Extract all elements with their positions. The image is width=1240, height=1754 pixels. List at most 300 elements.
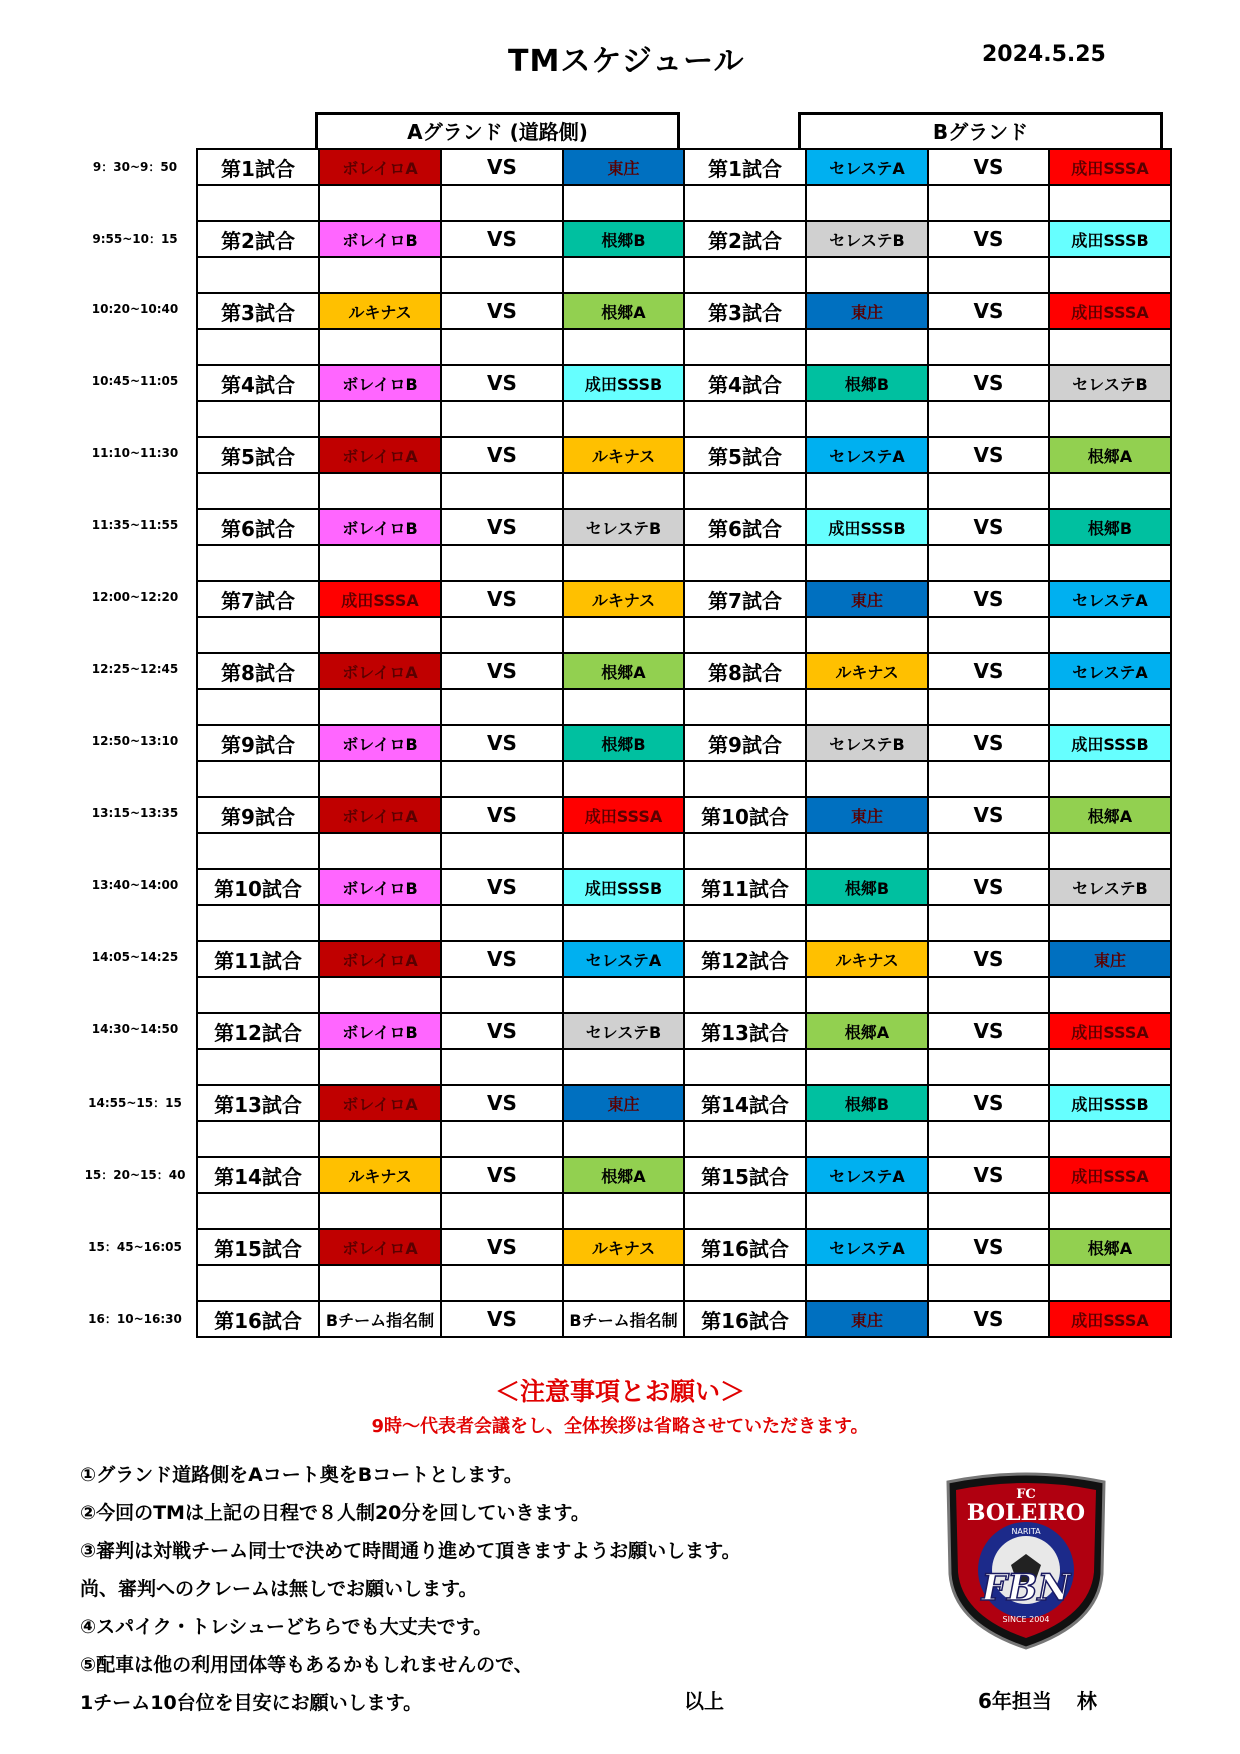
ground-b-away-team: 成田SSSA (1049, 149, 1171, 185)
ground-b-game-label: 第16試合 (684, 1301, 806, 1337)
ground-a-game-label: 第3試合 (197, 293, 319, 329)
club-logo (938, 1464, 1114, 1652)
ground-b-vs-label: VS (928, 869, 1049, 905)
match-row (197, 725, 1171, 761)
notice-item: 1チーム10台位を目安にお願いします。 (80, 1692, 423, 1714)
empty-cell (319, 905, 441, 941)
ground-b-home-team: セレステA (806, 1229, 928, 1265)
empty-cell (197, 1265, 319, 1301)
ground-b-vs-label: VS (928, 725, 1049, 761)
empty-cell (563, 977, 684, 1013)
empty-cell (441, 401, 563, 437)
empty-cell (806, 257, 928, 293)
match-row (197, 1013, 1171, 1049)
spacer-row (197, 257, 1171, 293)
ground-b-game-label: 第9試合 (684, 725, 806, 761)
ground-b-away-team: 成田SSSA (1049, 1301, 1171, 1337)
ground-a-game-label: 第15試合 (197, 1229, 319, 1265)
ground-b-vs-label: VS (928, 1301, 1049, 1337)
ground-a-away-team: ルキナス (563, 437, 684, 473)
time-slot-label: 9:55~10：15 (92, 232, 178, 246)
empty-cell (197, 1049, 319, 1085)
empty-cell (806, 617, 928, 653)
time-slot-label: 9：30~9：50 (92, 160, 178, 174)
empty-cell (1049, 473, 1171, 509)
ground-a-vs-label: VS (441, 653, 563, 689)
empty-cell (319, 1049, 441, 1085)
ground-b-away-team: セレステB (1049, 869, 1171, 905)
ground-a-away-team: 根郷B (563, 725, 684, 761)
ground-a-vs-label: VS (441, 1013, 563, 1049)
ground-b-vs-label: VS (928, 1085, 1049, 1121)
match-row (197, 1157, 1171, 1193)
ground-b-away-team: 成田SSSA (1049, 1157, 1171, 1193)
ground-a-home-team: ボレイロA (319, 653, 441, 689)
empty-cell (563, 1049, 684, 1085)
empty-cell (1049, 329, 1171, 365)
time-slot-label: 12:25~12:45 (91, 662, 179, 676)
ground-b-game-label: 第1試合 (684, 149, 806, 185)
ground-a-away-team: 東庄 (563, 149, 684, 185)
ground-b-away-team: セレステA (1049, 653, 1171, 689)
ground-b-away-team: 根郷B (1049, 509, 1171, 545)
ground-a-vs-label: VS (441, 437, 563, 473)
empty-cell (684, 185, 806, 221)
ground-a-away-team: 根郷A (563, 653, 684, 689)
empty-cell (684, 257, 806, 293)
empty-cell (1049, 833, 1171, 869)
empty-cell (197, 329, 319, 365)
empty-cell (684, 833, 806, 869)
ground-a-home-team: ボレイロB (319, 221, 441, 257)
spacer-row (197, 1049, 1171, 1085)
time-slot-label: 13:40~14:00 (91, 878, 179, 892)
ground-b-game-label: 第6試合 (684, 509, 806, 545)
ground-b-game-label: 第15試合 (684, 1157, 806, 1193)
time-slot-label: 15：20~15：40 (84, 1168, 186, 1182)
spacer-row (197, 473, 1171, 509)
match-row (197, 797, 1171, 833)
notice-title: ＜注意事項とお願い＞ (494, 1377, 745, 1406)
empty-cell (197, 905, 319, 941)
empty-cell (441, 1121, 563, 1157)
ground-b-away-team: 根郷A (1049, 1229, 1171, 1265)
notice-item: ③審判は対戦チーム同士で決めて時間通り進めて頂きますようお願いします。 (80, 1540, 741, 1562)
empty-cell (563, 473, 684, 509)
ground-b-away-team: 根郷A (1049, 437, 1171, 473)
empty-cell (928, 761, 1049, 797)
ground-b-game-label: 第2試合 (684, 221, 806, 257)
empty-cell (197, 617, 319, 653)
empty-cell (319, 185, 441, 221)
ground-a-away-team: 東庄 (563, 1085, 684, 1121)
empty-cell (441, 1265, 563, 1301)
logo-name: BOLEIRO (966, 1500, 1086, 1526)
match-row (197, 869, 1171, 905)
empty-cell (806, 1193, 928, 1229)
time-slot-label: 12:50~13:10 (91, 734, 179, 748)
ground-b-home-team: 東庄 (806, 797, 928, 833)
empty-cell (806, 689, 928, 725)
ground-b-home-team: 東庄 (806, 581, 928, 617)
ground-a-vs-label: VS (441, 149, 563, 185)
ground-b-vs-label: VS (928, 365, 1049, 401)
spacer-row (197, 329, 1171, 365)
empty-cell (806, 473, 928, 509)
match-row (197, 221, 1171, 257)
ground-a-vs-label: VS (441, 581, 563, 617)
ground-b-home-team: 根郷B (806, 1085, 928, 1121)
empty-cell (1049, 905, 1171, 941)
notice-item: ②今回のTMは上記の日程で８人制20分を回していきます。 (80, 1502, 590, 1524)
ground-b-away-team: 成田SSSB (1049, 725, 1171, 761)
ground-a-away-team: ルキナス (563, 1229, 684, 1265)
ground-b-away-team: セレステB (1049, 365, 1171, 401)
ground-a-home-team: ボレイロA (319, 1229, 441, 1265)
empty-cell (928, 473, 1049, 509)
ground-a-home-team: ボレイロA (319, 437, 441, 473)
empty-cell (928, 977, 1049, 1013)
ground-a-away-team: セレステA (563, 941, 684, 977)
ground-b-vs-label: VS (928, 437, 1049, 473)
empty-cell (563, 761, 684, 797)
empty-cell (441, 185, 563, 221)
empty-cell (684, 617, 806, 653)
empty-cell (563, 833, 684, 869)
ground-b-home-team: 成田SSSB (806, 509, 928, 545)
ground-a-away-team: セレステB (563, 1013, 684, 1049)
match-row (197, 1229, 1171, 1265)
empty-cell (684, 1265, 806, 1301)
empty-cell (806, 329, 928, 365)
empty-cell (684, 761, 806, 797)
ground-a-home-team: ボレイロB (319, 365, 441, 401)
empty-cell (197, 257, 319, 293)
empty-cell (319, 1265, 441, 1301)
ground-a-vs-label: VS (441, 365, 563, 401)
ground-a-game-label: 第4試合 (197, 365, 319, 401)
empty-cell (441, 329, 563, 365)
empty-cell (928, 185, 1049, 221)
match-row (197, 293, 1171, 329)
empty-cell (441, 905, 563, 941)
match-row (197, 653, 1171, 689)
ground-a-vs-label: VS (441, 1301, 563, 1337)
time-slot-label: 14:55~15：15 (88, 1096, 182, 1110)
empty-cell (1049, 689, 1171, 725)
empty-cell (684, 401, 806, 437)
match-row (197, 365, 1171, 401)
empty-cell (563, 1121, 684, 1157)
empty-cell (684, 689, 806, 725)
spacer-row (197, 833, 1171, 869)
ground-a-vs-label: VS (441, 797, 563, 833)
spacer-row (197, 689, 1171, 725)
ground-a-vs-label: VS (441, 293, 563, 329)
ground-a-game-label: 第14試合 (197, 1157, 319, 1193)
ground-b-vs-label: VS (928, 221, 1049, 257)
ground-a-away-team: 成田SSSA (563, 797, 684, 833)
empty-cell (441, 617, 563, 653)
ground-b-home-team: セレステB (806, 221, 928, 257)
ground-b-vs-label: VS (928, 149, 1049, 185)
spacer-row (197, 905, 1171, 941)
empty-cell (441, 1193, 563, 1229)
empty-cell (684, 329, 806, 365)
ground-a-vs-label: VS (441, 725, 563, 761)
empty-cell (441, 473, 563, 509)
empty-cell (319, 329, 441, 365)
notice-item: 尚、審判へのクレームは無しでお願いします。 (80, 1578, 478, 1600)
empty-cell (197, 1121, 319, 1157)
ground-a-vs-label: VS (441, 1229, 563, 1265)
empty-cell (441, 545, 563, 581)
ground-a-game-label: 第8試合 (197, 653, 319, 689)
match-row (197, 509, 1171, 545)
ground-a-home-team: ボレイロB (319, 1013, 441, 1049)
empty-cell (197, 761, 319, 797)
empty-cell (684, 977, 806, 1013)
ground-b-away-team: 東庄 (1049, 941, 1171, 977)
ground-b-home-team: セレステA (806, 1157, 928, 1193)
spacer-row (197, 977, 1171, 1013)
match-row (197, 581, 1171, 617)
ground-a-game-label: 第9試合 (197, 725, 319, 761)
empty-cell (806, 545, 928, 581)
ground-b-home-team: 根郷B (806, 365, 928, 401)
empty-cell (1049, 1265, 1171, 1301)
ground-b-home-team: 根郷B (806, 869, 928, 905)
empty-cell (319, 833, 441, 869)
ground-a-game-label: 第10試合 (197, 869, 319, 905)
ground-a-away-team: 根郷B (563, 221, 684, 257)
ground-b-game-label: 第10試合 (684, 797, 806, 833)
ground-b-header: Bグランド (798, 112, 1163, 148)
ground-b-game-label: 第4試合 (684, 365, 806, 401)
time-slot-label: 11:10~11:30 (91, 446, 179, 460)
spacer-row (197, 1121, 1171, 1157)
ground-b-vs-label: VS (928, 653, 1049, 689)
ground-a-away-team: Bチーム指名制 (563, 1301, 684, 1337)
empty-cell (319, 689, 441, 725)
spacer-row (197, 185, 1171, 221)
ground-a-game-label: 第12試合 (197, 1013, 319, 1049)
empty-cell (197, 689, 319, 725)
empty-cell (806, 833, 928, 869)
ground-b-vs-label: VS (928, 1157, 1049, 1193)
empty-cell (319, 617, 441, 653)
ground-b-vs-label: VS (928, 581, 1049, 617)
ground-a-game-label: 第2試合 (197, 221, 319, 257)
closing-text: 以上 (684, 1689, 724, 1713)
empty-cell (1049, 761, 1171, 797)
logo-city: NARITA (1011, 1527, 1041, 1536)
empty-cell (1049, 401, 1171, 437)
time-slot-label: 14:05~14:25 (91, 950, 179, 964)
ground-b-home-team: セレステA (806, 437, 928, 473)
ground-b-vs-label: VS (928, 509, 1049, 545)
empty-cell (928, 833, 1049, 869)
empty-cell (563, 1265, 684, 1301)
match-row (197, 941, 1171, 977)
empty-cell (197, 185, 319, 221)
empty-cell (928, 545, 1049, 581)
ground-b-home-team: セレステB (806, 725, 928, 761)
empty-cell (197, 401, 319, 437)
time-slot-label: 16：10~16:30 (88, 1312, 182, 1326)
ground-a-game-label: 第16試合 (197, 1301, 319, 1337)
ground-b-game-label: 第11試合 (684, 869, 806, 905)
spacer-row (197, 617, 1171, 653)
empty-cell (197, 977, 319, 1013)
ground-b-home-team: ルキナス (806, 653, 928, 689)
empty-cell (441, 257, 563, 293)
ground-b-vs-label: VS (928, 293, 1049, 329)
empty-cell (319, 1121, 441, 1157)
empty-cell (1049, 257, 1171, 293)
empty-cell (197, 1193, 319, 1229)
empty-cell (928, 329, 1049, 365)
ground-a-vs-label: VS (441, 1085, 563, 1121)
ground-a-header: Aグランド (道路側) (315, 112, 680, 148)
schedule-table (196, 148, 1172, 1338)
empty-cell (563, 257, 684, 293)
empty-cell (1049, 1121, 1171, 1157)
ground-b-vs-label: VS (928, 941, 1049, 977)
ground-b-away-team: 成田SSSA (1049, 293, 1171, 329)
ground-a-away-team: 成田SSSB (563, 365, 684, 401)
empty-cell (806, 1121, 928, 1157)
ground-b-game-label: 第16試合 (684, 1229, 806, 1265)
logo-since: SINCE 2004 (1002, 1615, 1050, 1624)
ground-a-game-label: 第13試合 (197, 1085, 319, 1121)
ground-a-home-team: ボレイロB (319, 509, 441, 545)
empty-cell (1049, 1193, 1171, 1229)
notice-item: ⑤配車は他の利用団体等もあるかもしれませんので、 (80, 1654, 533, 1676)
empty-cell (684, 473, 806, 509)
ground-b-vs-label: VS (928, 1013, 1049, 1049)
empty-cell (806, 977, 928, 1013)
empty-cell (806, 185, 928, 221)
schedule-date: 2024.5.25 (982, 42, 1106, 67)
empty-cell (563, 617, 684, 653)
empty-cell (563, 545, 684, 581)
ground-a-game-label: 第9試合 (197, 797, 319, 833)
ground-b-game-label: 第12試合 (684, 941, 806, 977)
time-slot-label: 13:15~13:35 (91, 806, 179, 820)
time-slot-label: 12:00~12:20 (91, 590, 179, 604)
ground-b-vs-label: VS (928, 797, 1049, 833)
ground-b-game-label: 第13試合 (684, 1013, 806, 1049)
ground-b-away-team: 根郷A (1049, 797, 1171, 833)
empty-cell (806, 1265, 928, 1301)
notice-subtitle: 9時～代表者会議をし、全体挨拶は省略させていただきます。 (371, 1416, 869, 1437)
ground-a-away-team: 成田SSSB (563, 869, 684, 905)
page-title: TMスケジュール (508, 44, 745, 79)
match-row (197, 437, 1171, 473)
ground-a-away-team: 根郷A (563, 1157, 684, 1193)
empty-cell (928, 257, 1049, 293)
empty-cell (684, 545, 806, 581)
empty-cell (684, 1049, 806, 1085)
time-slot-label: 10:20~10:40 (91, 302, 179, 316)
ground-a-home-team: 成田SSSA (319, 581, 441, 617)
ground-b-home-team: ルキナス (806, 941, 928, 977)
ground-b-away-team: 成田SSSB (1049, 221, 1171, 257)
ground-a-vs-label: VS (441, 869, 563, 905)
empty-cell (928, 905, 1049, 941)
ground-a-away-team: セレステB (563, 509, 684, 545)
ground-a-home-team: ボレイロA (319, 797, 441, 833)
logo-fc: FC (1016, 1487, 1036, 1502)
empty-cell (441, 761, 563, 797)
notice-item: ④スパイク・トレシューどちらでも大丈夫です。 (80, 1616, 493, 1638)
empty-cell (563, 329, 684, 365)
time-slot-label: 10:45~11:05 (91, 374, 179, 388)
ground-a-home-team: ボレイロA (319, 941, 441, 977)
empty-cell (563, 185, 684, 221)
ground-a-away-team: 根郷A (563, 293, 684, 329)
ground-a-away-team: ルキナス (563, 581, 684, 617)
ground-b-game-label: 第8試合 (684, 653, 806, 689)
ground-a-vs-label: VS (441, 941, 563, 977)
empty-cell (563, 905, 684, 941)
time-slot-label: 11:35~11:55 (91, 518, 179, 532)
empty-cell (684, 1121, 806, 1157)
match-row (197, 1301, 1171, 1337)
empty-cell (319, 545, 441, 581)
empty-cell (928, 401, 1049, 437)
spacer-row (197, 1193, 1171, 1229)
empty-cell (319, 977, 441, 1013)
ground-a-home-team: ルキナス (319, 1157, 441, 1193)
empty-cell (806, 1049, 928, 1085)
ground-a-vs-label: VS (441, 509, 563, 545)
empty-cell (197, 473, 319, 509)
logo-initials: FBN (981, 1567, 1071, 1609)
ground-b-away-team: 成田SSSA (1049, 1013, 1171, 1049)
empty-cell (319, 473, 441, 509)
empty-cell (563, 689, 684, 725)
ground-a-home-team: ボレイロA (319, 149, 441, 185)
empty-cell (928, 1265, 1049, 1301)
empty-cell (928, 617, 1049, 653)
ground-a-vs-label: VS (441, 221, 563, 257)
ground-a-game-label: 第7試合 (197, 581, 319, 617)
empty-cell (563, 401, 684, 437)
ground-a-home-team: Bチーム指名制 (319, 1301, 441, 1337)
ground-a-game-label: 第5試合 (197, 437, 319, 473)
match-row (197, 1085, 1171, 1121)
ground-b-away-team: セレステA (1049, 581, 1171, 617)
empty-cell (684, 1193, 806, 1229)
ground-b-game-label: 第3試合 (684, 293, 806, 329)
ground-b-home-team: セレステA (806, 149, 928, 185)
empty-cell (928, 1049, 1049, 1085)
ground-a-home-team: ルキナス (319, 293, 441, 329)
ground-a-home-team: ボレイロA (319, 1085, 441, 1121)
ground-b-vs-label: VS (928, 1229, 1049, 1265)
ground-b-away-team: 成田SSSB (1049, 1085, 1171, 1121)
empty-cell (441, 833, 563, 869)
empty-cell (441, 689, 563, 725)
time-slot-label: 14:30~14:50 (91, 1022, 179, 1036)
ground-b-game-label: 第7試合 (684, 581, 806, 617)
empty-cell (1049, 1049, 1171, 1085)
empty-cell (928, 689, 1049, 725)
empty-cell (928, 1121, 1049, 1157)
empty-cell (441, 977, 563, 1013)
